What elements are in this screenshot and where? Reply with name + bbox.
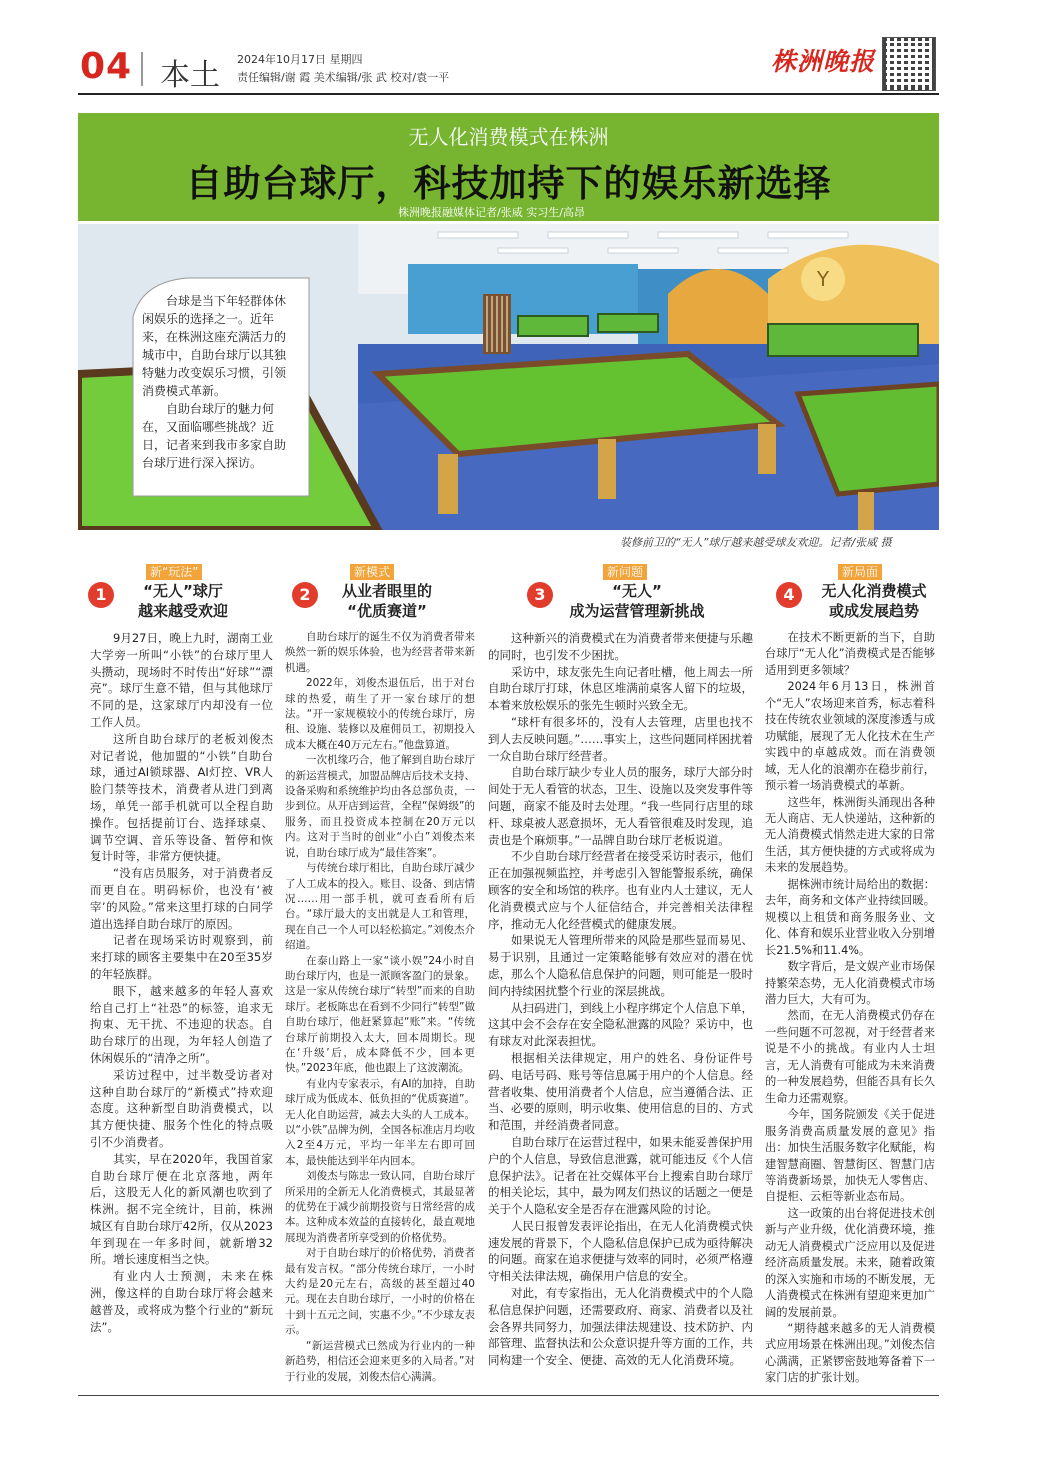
qr-code-pattern [886, 41, 930, 85]
article-column-4 [765, 630, 935, 1387]
newspaper-logo: 株洲晚报 [771, 47, 876, 76]
article-paragraph: 采访过程中，过半数受访者对这种自助台球厅的“新模式”持欢迎态度。这种新型自助消费模式，以其方便快捷、服务个性化的特点吸引不少消费者。 [90, 1067, 273, 1149]
article-column-1 [90, 630, 273, 1335]
section-title-line: “优质赛道” [347, 602, 427, 620]
article-paragraph: “新运营模式已然成为行业内的一种新趋势，相信还会迎来更多的入局者。”对于行业的发展，刘俊杰信心满满。 [285, 1339, 475, 1383]
section-title [547, 581, 727, 621]
article-paragraph: 然而，在无人消费模式仍存在一些问题不可忽视，对于经营者来说是不小的挑战。有业内人士坦言，无人消费有可能成为未来消费的一种发展趋势，但能否具有长久生命力还需观察。 [765, 1009, 935, 1105]
article-paragraph: 与传统台球厅相比，自助台球厅减少了人工成本的投入。账目、设备、到店情况……用一部手机，就可查看所有后台。“球厅最大的支出就是人工和管理，现在自己一个人可以轻松搞定。”刘俊杰介绍道。 [285, 862, 475, 952]
article-paragraph: 有业内专家表示，有AI的加持，自助球厅成为低成本、低负担的“优质赛道”。无人化自助运营，减去大头的人工成本。以“小铁”品牌为例，全国各标准店月均收入2至4万元，平均一年半左右即可回本，最快能达到半年内回本。 [285, 1077, 475, 1167]
article-paragraph: 2022年，刘俊杰退伍后，出于对台球的热爱，萌生了开一家台球厅的想法。“开一家规模较小的传统台球厅，房租、设施、装修以及雇佣员工，初期投入成本大概在40万元左右。”他盘算道。 [285, 677, 475, 751]
editor-credits: 责任编辑/谢 霞 美术编辑/张 武 校对/袁一平 [237, 71, 450, 84]
article-paragraph: 9月27日，晚上九时，湖南工业大学旁一所叫“小铁”的台球厅里人头攒动，现场时不时传出“好球”“漂亮”。球厅生意不错，但与其他球厅不同的是，这家球厅内却没有一位工作人员。 [90, 631, 273, 729]
article-paragraph: 这些年，株洲街头涌现出各种无人商店、无人快递站，这种新的无人消费模式悄然走进大家的日常生活，其方便快捷的方式或将成为未来的发展趋势。 [765, 795, 935, 875]
section-title-line: “无人”球厅 [143, 582, 223, 600]
article-paragraph: 如果说无人管理所带来的风险是那些显而易见、易于识别，且通过一定策略能够有效应对的潜在忧虑，那么个人隐私信息保护的问题，则可能是一股时间内持续困扰整个行业的深层挑战。 [488, 933, 753, 998]
article-paragraph: 眼下，越来越多的年轻人喜欢给自己打上“社恐”的标签，追求无拘束、无干扰、不违迎的状态。自助台球厅的出现，为年轻人创造了休闲娱乐的“清净之所”。 [90, 983, 273, 1065]
section-title-line: 越来越受欢迎 [137, 602, 228, 620]
issue-date: 2024年10月17日 星期四 [237, 53, 363, 66]
section-title-line: “无人” [612, 582, 662, 600]
article-paragraph: 不少自助台球厅经营者在接受采访时表示，他们正在加强视频监控，并考虑引入智能警报系统，确保顾客的安全和场馆的秩序。也有业内人士建议，无人化消费模式应与个人征信结合，并完善相关法律程序，推动无人化经营模式的健康发展。 [488, 849, 753, 931]
section-title-line: 或成发展趋势 [828, 602, 919, 620]
article-paragraph: 根据相关法律规定，用户的姓名、身份证件号码、电话号码、账号等信息属于用户的个人信息。经营者收集、使用消费者个人信息，应当遵循合法、正当、必要的原则，明示收集、使用信息的目的、方式和范围，并经消费者同意。 [488, 1050, 753, 1133]
article-paragraph: “球杆有很多坏的，没有人去管理，店里也找不到人去反映问题。”……事实上，这些问题同样困扰着一众自助台球厅经营者。 [488, 714, 753, 763]
article-paragraph: 这一政策的出台将促进技术创新与产业升级，优化消费环境，推动无人消费模式广泛应用以及促进经济高质量发展。未来，随着政策的深入实施和市场的不断发展，无人消费模式在株洲有望迎来更加广阔的发展前景。 [765, 1206, 935, 1319]
section-name: 本土 [160, 58, 220, 93]
article-paragraph: 据株洲市统计局给出的数据：去年，商务和文体产业持续回暖。规模以上租赁和商务服务业、文化、体育和娱乐业营业收入分别增长21.5%和11.4%。 [765, 877, 935, 957]
headline-title: 自助台球厅，科技加持下的娱乐新选择 [185, 162, 832, 205]
hall-sign-icon: Y [816, 267, 830, 291]
section-title-line: 无人化消费模式 [821, 582, 927, 600]
article-paragraph: 数字背后，是文娱产业市场保持繁荣态势，无人化消费模式市场潜力巨大，大有可为。 [765, 960, 935, 1006]
page-header [0, 0, 1039, 100]
section-number-icon: 4 [776, 582, 802, 608]
headline-subtitle: 无人化消费模式在株洲 [408, 125, 609, 149]
photo-caption: 装修前卫的“无人”球厅越来越受球友欢迎。记者/张威 摄 [620, 536, 892, 549]
article-paragraph: “期待越来越多的无人消费模式应用场景在株洲出现。”刘俊杰信心满满，正紧锣密鼓地筹备着下一家门店的扩张计划。 [765, 1322, 935, 1385]
section-title [804, 581, 944, 621]
section-number-icon: 3 [527, 582, 553, 608]
headline-byline: 株洲晚报融媒体记者/张威 实习生/高昂 [398, 206, 585, 219]
intro-paragraph: 台球是当下年轻群体休闲娱乐的选择之一。近年来，在株洲这座充满活力的城市中，自助台球厅以其独特魅力改变娱乐习惯，引领消费模式革新。 [142, 294, 287, 398]
article-paragraph: 从扫码进门，到线上小程序绑定个人信息下单，这其中会不会存在安全隐私泄露的风险？采访中，也有球友对此深表担忧。 [488, 1000, 753, 1049]
article-paragraph: 对于自助台球厅的价格优势，消费者最有发言权。“部分传统台球厅，一小时大约是20元左右，高级的甚至超过40元。现在去自助台球厅，一小时的价格在十到十五元之间，实惠不少。”不少球友表示。 [285, 1247, 475, 1337]
article-paragraph: 有业内人士预测，未来在株洲，像这样的自助台球厅将会越来越普及，或将成为整个行业的“新玩法”。 [90, 1269, 273, 1334]
article-paragraph: 一次机缘巧合，他了解到自助台球厅的新运营模式，加盟品牌店后技术支持、设备采购和系统维护均由各总部负责，一步到位。从开店到运营，全程“保姆级”的服务，而且投资成本控制在20万元以内。这对于当时的创业“小白”刘俊杰来说，自助台球厅成为“最佳答案”。 [285, 754, 475, 859]
section-head-3 [527, 564, 727, 622]
article-paragraph: 2024年6月13日，株洲首个“无人”农场迎来首秀，标志着科技在传统农业领域的深度渗透与成功赋能，展现了无人化技术在生产实践中的卓越成效。而在消费领域，无人化的浪潮亦在稳步前行，预示着一场消费模式的革新。 [765, 680, 935, 793]
article-paragraph: 采访中，球友张先生向记者吐槽，他上周去一所自助台球厅打球，休息区堆满前桌客人留下的垃圾，本着来放松娱乐的张先生顿时兴致全无。 [488, 664, 753, 713]
section-title-line: 成为运营管理新挑战 [569, 602, 705, 620]
header-rule [78, 93, 939, 95]
section-tag: 新问题 [603, 564, 647, 580]
article-column-2 [285, 630, 475, 1385]
section-tag: 新局面 [838, 564, 882, 580]
article-paragraph: 这所自助台球厅的老板刘俊杰对记者说，他加盟的“小铁”自助台球，通过AI锁球器、AI灯控、VR人脸门禁等技术，消费者从进门到离场，单凭一部手机就可以全程自助操作。包括提前订台、选择球桌、调节空调、音乐等设备、暂停和恢复计时等，非常方便快捷。 [90, 731, 273, 864]
headline-banner [78, 113, 939, 221]
page-number: 04 [80, 46, 133, 87]
article-paragraph: 自助台球厅在运营过程中，如果未能妥善保护用户的个人信息，导致信息泄露，就可能违反《个人信息保护法》。记者在社交媒体平台上搜索自助台球厅的相关论坛，其中，最为网友们热议的话题之一便是关于个人隐私安全是否存在泄露风险的讨论。 [488, 1134, 753, 1217]
article-paragraph: 自助台球厅的诞生不仅为消费者带来焕然一新的娱乐体验，也为经营者带来新机遇。 [285, 631, 475, 674]
section-title [322, 581, 452, 621]
section-number-icon: 1 [88, 582, 114, 608]
article-paragraph: 刘俊杰与陈忠一致认同，自助台球厅所采用的全新无人化消费模式，其最显著的优势在于减少前期投资与日常经营的成本。这种成本效益的直接转化，最直观地展现为消费者所享受到的价格优势。 [285, 1170, 475, 1244]
section-head-1 [88, 564, 288, 622]
article-paragraph: “没有店员服务，对于消费者反而更自在。明码标价，也没有‘被宰’的风险。”常来这里打球的白同学道出选择自助台球厅的原因。 [90, 866, 273, 931]
article-paragraph: 今年，国务院颁发《关于促进服务消费高质量发展的意见》指出：加快生活服务数字化赋能，构建智慧商圈、智慧街区、智慧门店等消费新场景，加快无人零售店、自提柜、云柜等新业态布局。 [765, 1108, 935, 1204]
section-head-4 [776, 564, 976, 622]
section-tag: 新“玩法” [146, 564, 202, 580]
header-divider [141, 52, 143, 86]
article-column-3 [488, 630, 753, 1369]
article-paragraph: 这种新兴的消费模式在为消费者带来便捷与乐趣的同时，也引发不少困扰。 [488, 631, 753, 662]
section-title-line: 从业者眼里的 [341, 582, 432, 600]
intro-text [142, 292, 295, 472]
intro-paragraph: 自助台球厅的魅力何在，又面临哪些挑战？近日，记者来到我市多家自助台球厅进行深入探访。 [142, 402, 287, 470]
article-paragraph: 自助台球厅缺少专业人员的服务，球厅大部分时间处于无人看管的状态，卫生、设施以及突发事件等问题，商家不能及时去处理。“我一些同行店里的球杆、球桌被人恶意损坏，无人看管很难及时发现，追责也是个麻烦事。”一品牌自助台球厅老板说道。 [488, 765, 753, 847]
article-paragraph: 人民日报曾发表评论指出，在无人化消费模式快速发展的背景下，个人隐私信息保护已成为亟待解决的问题。商家在追求便捷与效率的同时，必须严格遵守相关法律法规，确保用户信息的安全。 [488, 1218, 753, 1284]
footer-rule [78, 1395, 939, 1396]
section-title [118, 581, 248, 621]
article-paragraph: 记者在现场采访时观察到，前来打球的顾客主要集中在20至35岁的年轻族群。 [90, 933, 273, 981]
article-paragraph: 在技术不断更新的当下，自助台球厅“无人化”消费模式是否能够适用到更多领域？ [765, 631, 935, 677]
section-number-icon: 2 [292, 582, 318, 608]
article-paragraph: 在泰山路上一家“谈小娱”24小时自助台球厅内，也是一派顾客盈门的景象。这是一家从传统台球厅“转型”而来的自助球厅。老板陈忠在看到不少同行“转型”做自助台球厅，他赶紧算起“账”来。“传统台球厅前期投入太大，回本周期长。现在‘升级’后，成本降低不少，回本更快。”2023年底，他也跟上了这波潮流。 [285, 954, 475, 1075]
article-paragraph: 对此，有专家指出，无人化消费模式中的个人隐私信息保护问题，还需要政府、商家、消费者以及社会各界共同努力，加强法律法规建设、技术防护、内部管理、监督执法和公众意识提升等方面的工作，共同构建一个安全、便捷、高效的无人化消费环境。 [488, 1286, 753, 1368]
section-head-2 [292, 564, 492, 622]
section-tag: 新模式 [350, 564, 394, 580]
article-paragraph: 其实，早在2020年，我国首家自助台球厅便在北京落地，两年后，这股无人化的新风潮也吹到了株洲。据不完全统计，目前，株洲城区有自助台球厅42所，仅从2023年到现在一年多时间，就新增32所。增长速度相当之快。 [90, 1151, 273, 1267]
